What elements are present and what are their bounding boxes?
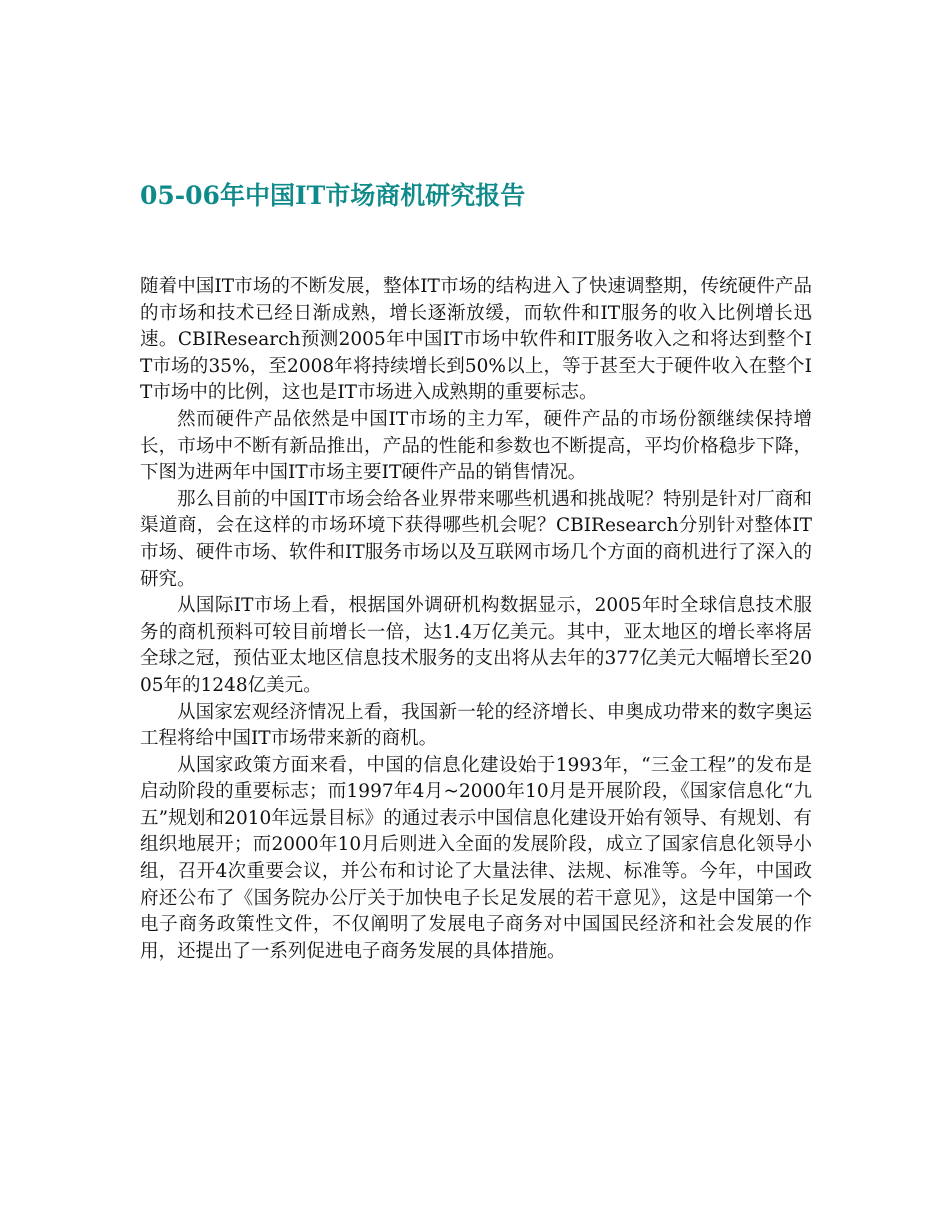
paragraph-1: 随着中国IT市场的不断发展，整体IT市场的结构进入了快速调整期，传统硬件产品的市场和技术已经日渐成熟，增长逐渐放缓，而软件和IT服务的收入比例增长迅速。CBIResearch预测2005年中国IT市场中软件和IT服务收入之和将达到整个IT市场的35%，至2008年将持续增长到50%以上，等于甚至大于硬件收入在整个IT市场中的比例，这也是IT市场进入成熟期的重要标志。 [140,276,812,404]
paragraph-4: 从国际IT市场上看，根据国外调研机构数据显示，2005年时全球信息技术服务的商机预料可较目前增长一倍，达1.4万亿美元。其中，亚太地区的增长率将居全球之冠，预估亚太地区信息技术服务的支出将从去年的377亿美元大幅增长至2005年的1248亿美元。 [140,595,812,696]
paragraph-6: 从国家政策方面来看，中国的信息化建设始于1993年，“三金工程”的发布是启动阶段的重要标志；而1997年4月~2000年10月是开展阶段，《国家信息化“九五”规划和2010年远景目标》的通过表示中国信息化建设开始有领导、有规划、有组织地展开；而2000年10月后则进入全面的发展阶段，成立了国家信息化领导小组，召开4次重要会议，并公布和讨论了大量法律、法规、标准等。今年，中国政府还公布了《国务院办公厅关于加快电子长足发展的若干意见》，这是中国第一个电子商务政策性文件，不仅阐明了发展电子商务对中国国民经济和社会发展的作用，还提出了一系列促进电子商务发展的具体措施。 [140,754,812,962]
paragraph-3: 那么目前的中国IT市场会给各业界带来哪些机遇和挑战呢？特别是针对厂商和渠道商，会在这样的市场环境下获得哪些机会呢？CBIResearch分别针对整体IT市场、硬件市场、软件和IT服务市场以及互联网市场几个方面的商机进行了深入的研究。 [140,488,812,590]
paragraph-5: 从国家宏观经济情况上看，我国新一轮的经济增长、申奥成功带来的数字奥运工程将给中国IT市场带来新的商机。 [140,701,812,750]
document-body [140,274,812,965]
document-title: 05-06年中国IT市场商机研究报告 [140,181,526,210]
paragraph-2: 然而硬件产品依然是中国IT市场的主力军，硬件产品的市场份额继续保持增长，市场中不断有新品推出，产品的性能和参数也不断提高，平均价格稳步下降，下图为进两年中国IT市场主要IT硬件产品的销售情况。 [140,408,812,484]
